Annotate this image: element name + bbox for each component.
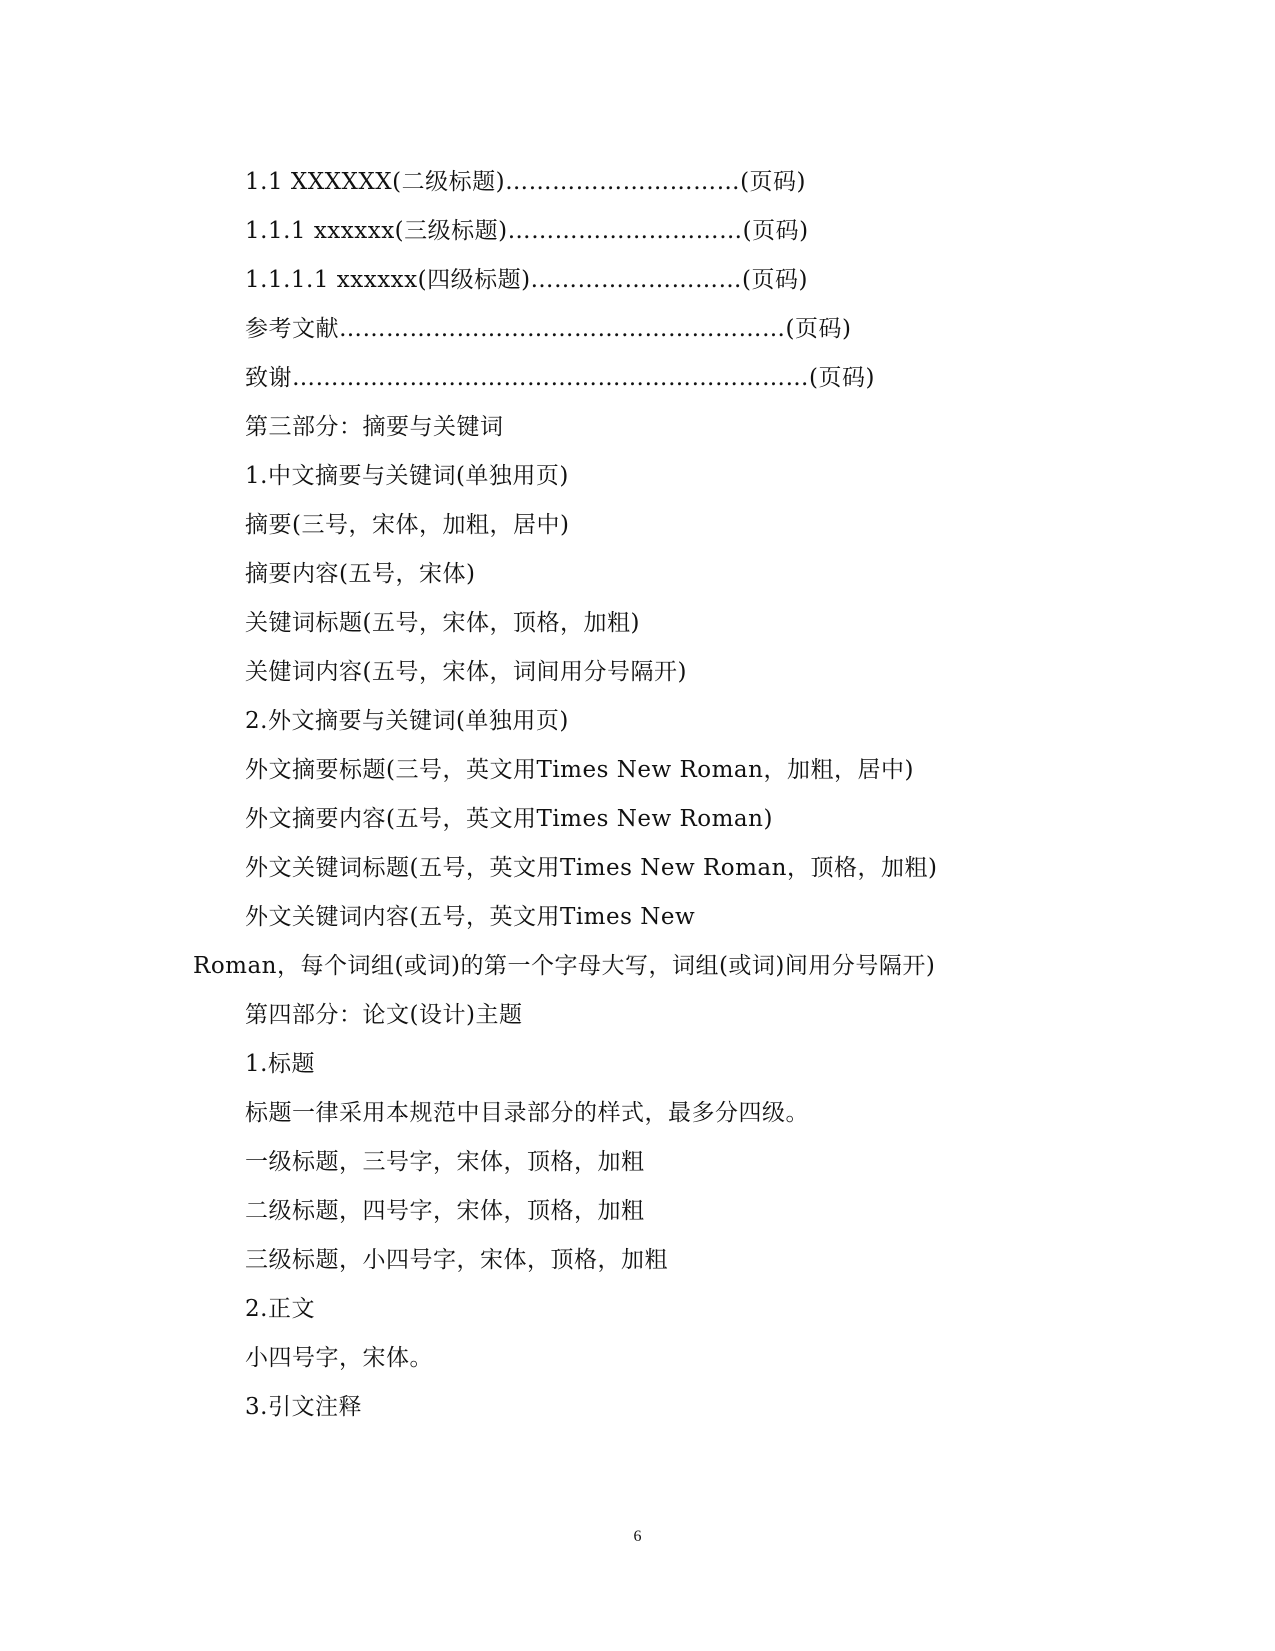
section-heading-part3: 第三部分：摘要与关键词: [245, 414, 504, 440]
page-number: 6: [633, 1528, 642, 1545]
paragraph-line-continuation: Roman，每个词组(或词)的第一个字母大写，词组(或词)间用分号隔开): [193, 953, 936, 979]
paragraph-line: 摘要内容(五号，宋体): [245, 561, 476, 587]
toc-line-level3: 1.1.1 xxxxxx(三级标题)…………………………(页码): [245, 218, 809, 244]
paragraph-line: 2.外文摘要与关键词(单独用页): [245, 708, 569, 734]
paragraph-line: 三级标题，小四号字，宋体，顶格，加粗: [245, 1247, 668, 1273]
paragraph-line: 关键词标题(五号，宋体，顶格，加粗): [245, 610, 640, 636]
paragraph-line: 外文摘要内容(五号，英文用Times New Roman): [245, 806, 773, 832]
paragraph-line: 二级标题，四号字，宋体，顶格，加粗: [245, 1198, 645, 1224]
paragraph-line: 小四号字，宋体。: [245, 1345, 433, 1371]
section-heading-part4: 第四部分：论文(设计)主题: [245, 1002, 523, 1028]
paragraph-line: 关健词内容(五号，宋体，词间用分号隔开): [245, 659, 687, 685]
paragraph-line: 外文摘要标题(三号，英文用Times New Roman，加粗，居中): [245, 757, 914, 783]
paragraph-line: 一级标题，三号字，宋体，顶格，加粗: [245, 1149, 645, 1175]
paragraph-line: 2.正文: [245, 1296, 315, 1322]
document-body: [0, 158, 1275, 1432]
toc-line-level2: 1.1 XXXXXX(二级标题)…………………………(页码): [245, 169, 807, 195]
paragraph-line: 外文关键词标题(五号，英文用Times New Roman，顶格，加粗): [245, 855, 938, 881]
toc-line-acknowledgements: 致谢…………………………………………………………(页码): [245, 365, 875, 391]
paragraph-line: 标题一律采用本规范中目录部分的样式，最多分四级。: [245, 1100, 809, 1126]
toc-line-references: 参考文献…………………………………………………(页码): [245, 316, 852, 342]
paragraph-line: 外文关键词内容(五号，英文用Times New: [245, 904, 696, 930]
paragraph-line: 1.中文摘要与关键词(单独用页): [245, 463, 569, 489]
paragraph-line: 1.标题: [245, 1051, 315, 1077]
toc-line-level4: 1.1.1.1 xxxxxx(四级标题)………………………(页码): [245, 267, 808, 293]
paragraph-line: 3.引文注释: [245, 1394, 362, 1420]
paragraph-line: 摘要(三号，宋体，加粗，居中): [245, 512, 570, 538]
